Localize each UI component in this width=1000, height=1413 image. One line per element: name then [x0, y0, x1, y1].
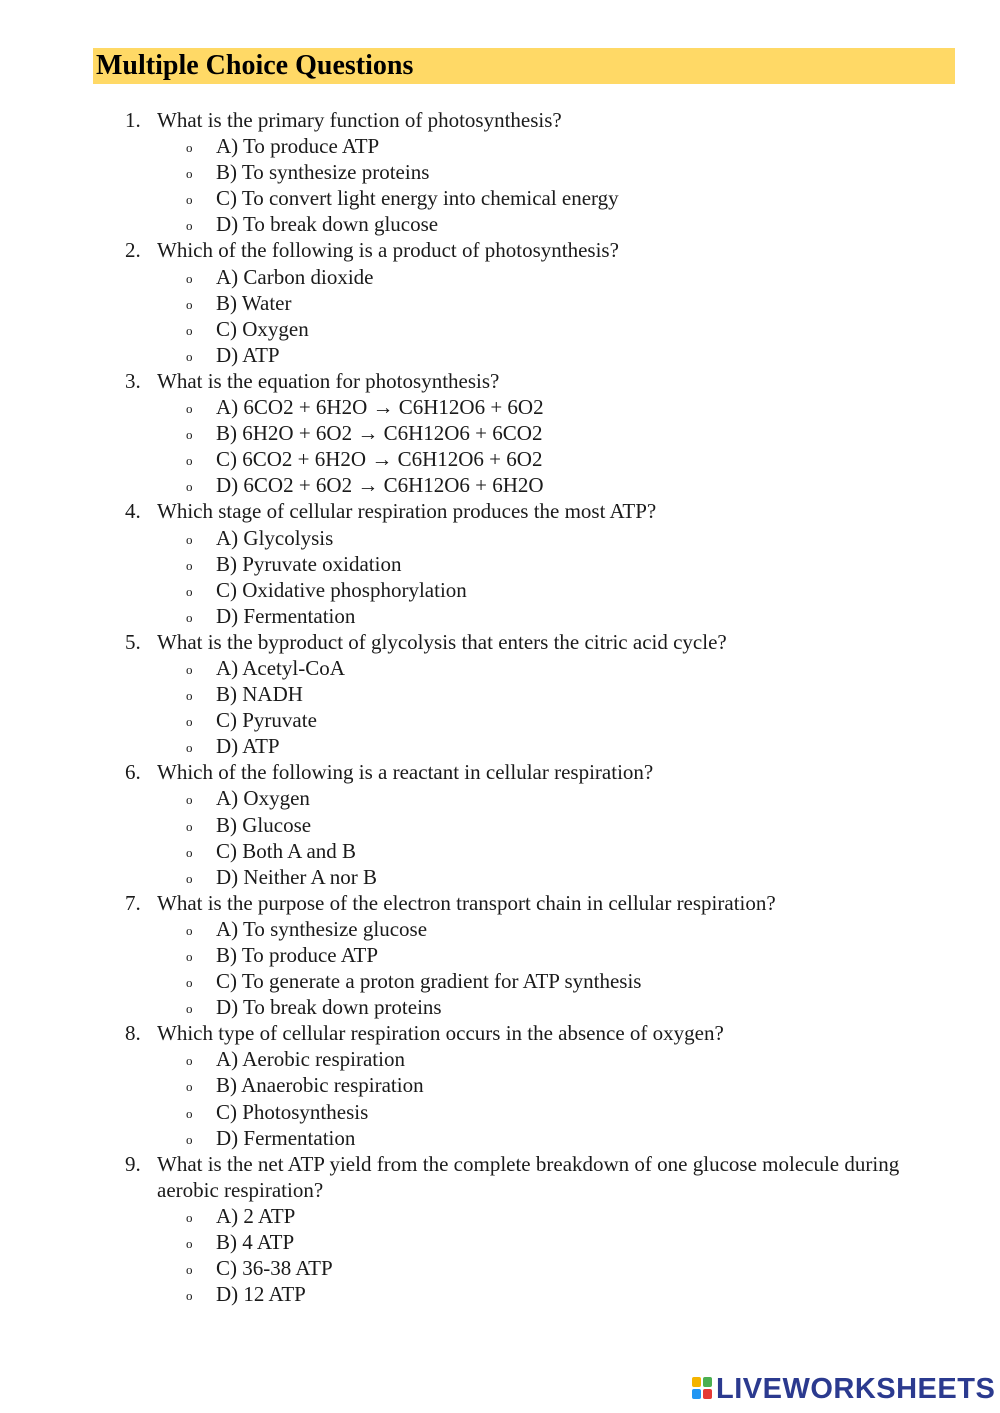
- question-number: 8.: [125, 1021, 141, 1046]
- bullet-circle-icon: o: [186, 322, 193, 338]
- bullet-circle-icon: o: [186, 818, 193, 834]
- question-text: What is the purpose of the electron transport chain in cellular respiration?: [157, 890, 776, 915]
- bullet-circle-icon: o: [186, 609, 193, 625]
- bullet-circle-icon: o: [186, 792, 193, 808]
- option-text: C) Oxygen: [216, 316, 309, 341]
- bullet-circle-icon: o: [186, 192, 193, 208]
- question-text: What is the primary function of photosynthesis?: [157, 108, 562, 132]
- bullet-circle-icon: o: [186, 140, 193, 156]
- option-text: A) Acetyl-CoA: [216, 655, 345, 680]
- answer-option: [0, 551, 1000, 577]
- question-text: Which type of cellular respiration occurs in the absence of oxygen?: [157, 1021, 724, 1046]
- question-item: [0, 368, 1000, 498]
- option-text: D) ATP: [216, 342, 280, 367]
- bullet-circle-icon: o: [186, 270, 193, 286]
- option-text: B) Anaerobic respiration: [216, 1073, 424, 1098]
- option-text: C) To generate a proton gradient for ATP synthesis: [216, 969, 642, 994]
- answer-option: [0, 707, 1000, 733]
- option-text: A) 6CO2 + 6H2O → C6H12O6 + 6O2: [216, 395, 544, 420]
- answer-option: [0, 681, 1000, 707]
- question-text: Which stage of cellular respiration produces the most ATP?: [157, 499, 657, 524]
- answer-option: [0, 394, 1000, 420]
- answer-option: [0, 290, 1000, 316]
- answer-option: [0, 133, 1000, 159]
- bullet-circle-icon: o: [186, 166, 193, 182]
- answer-option: [0, 159, 1000, 185]
- answer-option: [0, 577, 1000, 603]
- option-text: B) 6H2O + 6O2 → C6H12O6 + 6CO2: [216, 421, 543, 446]
- option-text: D) To break down proteins: [216, 995, 442, 1020]
- answer-option: [0, 968, 1000, 994]
- option-text: A) To synthesize glucose: [216, 916, 428, 941]
- answer-option: [0, 1125, 1000, 1151]
- answer-option: [0, 603, 1000, 629]
- bullet-circle-icon: o: [186, 1079, 193, 1095]
- bullet-circle-icon: o: [186, 296, 193, 312]
- answer-option: [0, 994, 1000, 1020]
- option-text: B) Water: [216, 290, 292, 315]
- answer-option: [0, 1072, 1000, 1098]
- bullet-circle-icon: o: [186, 661, 193, 677]
- option-text: A) 2 ATP: [216, 1203, 296, 1228]
- bullet-circle-icon: o: [186, 870, 193, 886]
- question-text: What is the byproduct of glycolysis that enters the citric acid cycle?: [157, 629, 727, 654]
- answer-option: [0, 785, 1000, 811]
- question-item: [0, 107, 1000, 237]
- question-number: 1.: [125, 108, 141, 132]
- option-text: B) Glucose: [216, 812, 312, 837]
- bullet-circle-icon: o: [186, 844, 193, 860]
- bullet-circle-icon: o: [186, 427, 193, 443]
- bullet-circle-icon: o: [186, 583, 193, 599]
- option-text: B) To synthesize proteins: [216, 160, 430, 185]
- bullet-circle-icon: o: [186, 1236, 193, 1252]
- question-item: [0, 759, 1000, 889]
- question-item: [0, 890, 1000, 1020]
- answer-option: [0, 211, 1000, 237]
- liveworksheets-logo: [692, 1374, 995, 1404]
- bullet-circle-icon: o: [186, 1209, 193, 1225]
- answer-option: [0, 812, 1000, 838]
- answer-option: [0, 264, 1000, 290]
- answer-option: [0, 525, 1000, 551]
- option-text: B) Pyruvate oxidation: [216, 551, 402, 576]
- option-text: D) Fermentation: [216, 603, 356, 628]
- answer-option: [0, 1203, 1000, 1229]
- answer-option: [0, 864, 1000, 890]
- bullet-circle-icon: o: [186, 531, 193, 547]
- bullet-circle-icon: o: [186, 688, 193, 704]
- page-title: Multiple Choice Questions: [96, 50, 414, 81]
- option-text: C) Photosynthesis: [216, 1099, 369, 1124]
- question-number: 9.: [125, 1151, 141, 1176]
- question-item: [0, 1020, 1000, 1150]
- bullet-circle-icon: o: [186, 922, 193, 938]
- option-text: C) Oxidative phosphorylation: [216, 577, 467, 602]
- answer-option: [0, 942, 1000, 968]
- option-text: C) 6CO2 + 6H2O → C6H12O6 + 6O2: [216, 447, 543, 472]
- option-text: D) ATP: [216, 734, 280, 759]
- answer-option: [0, 838, 1000, 864]
- option-text: C) Both A and B: [216, 838, 357, 863]
- bullet-circle-icon: o: [186, 1001, 193, 1017]
- answer-option: [0, 185, 1000, 211]
- answer-option: [0, 342, 1000, 368]
- logo-text: LIVEWORKSHEETS: [716, 1372, 996, 1405]
- bullet-circle-icon: o: [186, 949, 193, 964]
- answer-option: [0, 316, 1000, 342]
- option-text: B) NADH: [216, 682, 303, 707]
- bullet-circle-icon: o: [186, 1288, 193, 1304]
- answer-option: [0, 916, 1000, 942]
- answer-option: [0, 1281, 1000, 1307]
- bullet-circle-icon: o: [186, 1053, 193, 1069]
- bullet-circle-icon: o: [186, 740, 193, 756]
- option-text: B) To produce ATP: [216, 943, 379, 967]
- option-text: A) Carbon dioxide: [216, 264, 374, 289]
- answer-option: [0, 1099, 1000, 1125]
- option-text: D) Fermentation: [216, 1125, 356, 1150]
- answer-option: [0, 472, 1000, 498]
- option-text: A) Glycolysis: [216, 525, 334, 550]
- bullet-circle-icon: o: [186, 975, 193, 991]
- bullet-circle-icon: o: [186, 1105, 193, 1121]
- question-item: [0, 629, 1000, 759]
- option-text: D) 6CO2 + 6O2 → C6H12O6 + 6H2O: [216, 473, 544, 498]
- question-number: 7.: [125, 890, 141, 915]
- bullet-circle-icon: o: [186, 479, 193, 495]
- answer-option: [0, 420, 1000, 446]
- option-text: D) 12 ATP: [216, 1282, 306, 1307]
- option-text: C) 36-38 ATP: [216, 1256, 333, 1281]
- question-text: What is the equation for photosynthesis?: [157, 368, 500, 393]
- question-text: Which of the following is a product of photosynthesis?: [157, 238, 619, 263]
- bullet-circle-icon: o: [186, 218, 193, 234]
- question-number: 6.: [125, 760, 141, 785]
- option-text: B) 4 ATP: [216, 1230, 295, 1255]
- answer-option: [0, 1046, 1000, 1072]
- question-item: [0, 237, 1000, 367]
- bullet-circle-icon: o: [186, 401, 193, 417]
- answer-option: [0, 446, 1000, 472]
- answer-option: [0, 1229, 1000, 1255]
- question-number: 4.: [125, 499, 141, 524]
- option-text: C) To convert light energy into chemical energy: [216, 186, 619, 211]
- answer-option: [0, 1255, 1000, 1281]
- question-item: [0, 498, 1000, 628]
- question-item: [0, 1151, 1000, 1308]
- logo-mark-icon: [692, 1377, 714, 1401]
- option-text: A) Aerobic respiration: [216, 1047, 405, 1072]
- bullet-circle-icon: o: [186, 1131, 193, 1147]
- option-text: C) Pyruvate: [216, 708, 317, 733]
- question-number: 2.: [125, 238, 141, 263]
- question-text: What is the net ATP yield from the complete breakdown of one glucose molecule during aerobic respiration?: [157, 1151, 900, 1202]
- question-list: [0, 107, 1000, 1307]
- option-text: A) To produce ATP: [216, 134, 380, 159]
- option-text: D) To break down glucose: [216, 212, 439, 237]
- question-number: 3.: [125, 368, 141, 393]
- answer-option: [0, 733, 1000, 759]
- option-text: D) Neither A nor B: [216, 864, 377, 889]
- bullet-circle-icon: o: [186, 348, 193, 364]
- question-number: 5.: [125, 629, 141, 654]
- question-text: Which of the following is a reactant in cellular respiration?: [157, 760, 654, 785]
- bullet-circle-icon: o: [186, 557, 193, 573]
- option-text: A) Oxygen: [216, 786, 310, 811]
- bullet-circle-icon: o: [186, 453, 193, 469]
- header-bar: [93, 48, 955, 84]
- answer-option: [0, 655, 1000, 681]
- bullet-circle-icon: o: [186, 1262, 193, 1278]
- bullet-circle-icon: o: [186, 714, 193, 730]
